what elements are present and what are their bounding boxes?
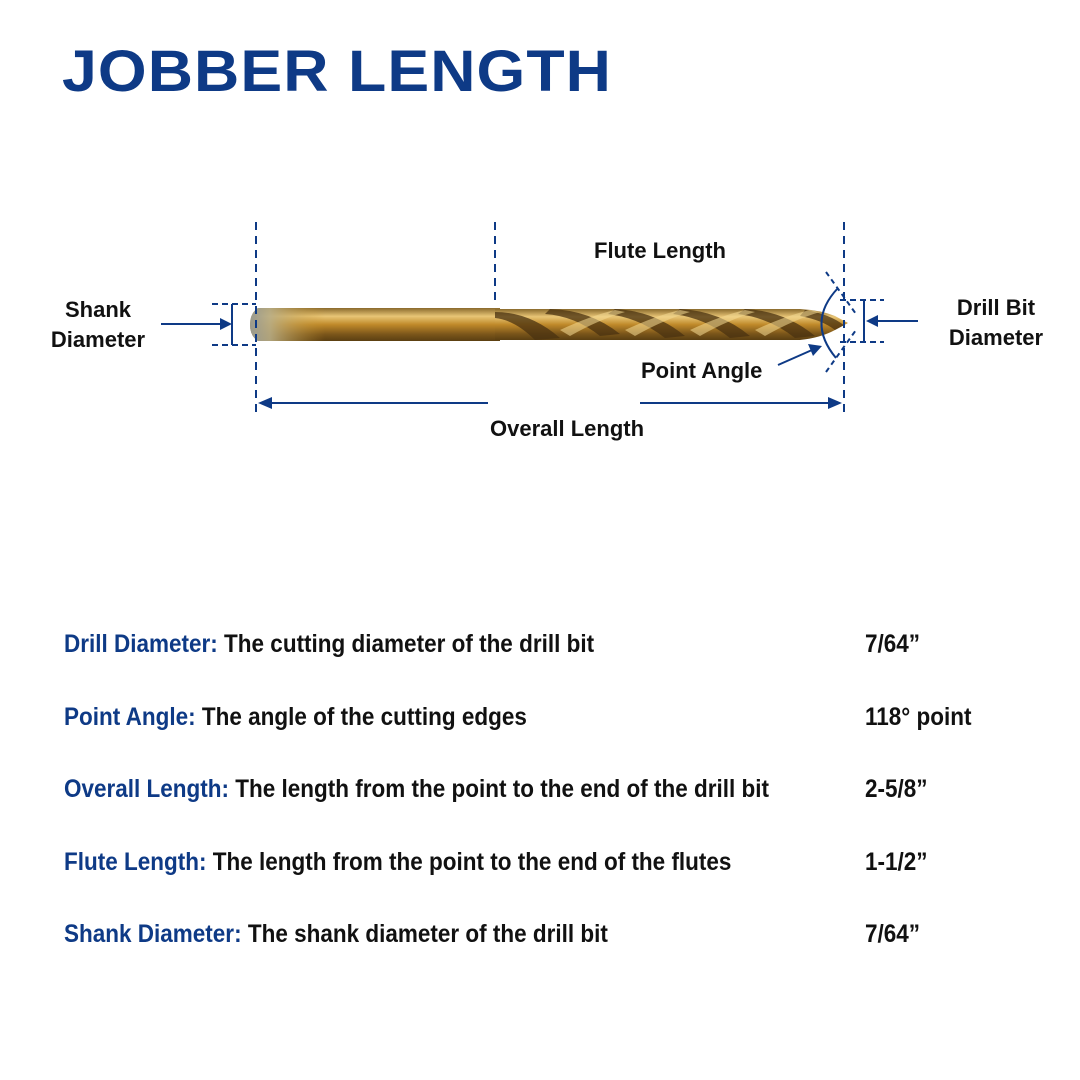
spec-row-shank-diameter xyxy=(64,920,928,993)
spec-value: 7/64” xyxy=(865,630,921,658)
spec-value: 7/64” xyxy=(865,920,921,948)
spec-row-flute-length xyxy=(64,848,928,921)
page-title: JOBBER LENGTH xyxy=(62,39,613,104)
spec-description: The length from the point to the end of the flutes xyxy=(212,847,732,876)
spec-term: Shank Diameter: xyxy=(64,920,242,948)
drill-bit-diameter-label-line2: Diameter xyxy=(948,325,1044,350)
shank-diameter-label xyxy=(44,295,152,355)
spec-row-point-angle xyxy=(64,702,972,776)
drill-flutes xyxy=(495,309,848,340)
spec-value: 2-5/8” xyxy=(865,775,928,803)
spec-term: Flute Length: xyxy=(64,847,207,876)
spec-value: 118° point xyxy=(865,702,972,731)
spec-value: 1-1/2” xyxy=(865,847,928,876)
spec-list xyxy=(64,630,1024,993)
spec-description: The shank diameter of the drill bit xyxy=(247,920,608,948)
overall-length-arrow xyxy=(258,397,842,409)
spec-term: Point Angle: xyxy=(64,702,196,731)
spec-term: Overall Length: xyxy=(64,775,230,803)
overall-length-label: Overall Length xyxy=(490,416,645,441)
spec-description: The angle of the cutting edges xyxy=(201,702,527,731)
shank-diameter-label-line2: Diameter xyxy=(50,327,146,352)
drill-shank xyxy=(250,308,500,341)
drill-bit-diameter-label-line1: Drill Bit xyxy=(956,295,1036,320)
shank-diameter-marker xyxy=(161,304,256,345)
flute-length-label: Flute Length xyxy=(594,238,726,263)
spec-row-overall-length xyxy=(64,775,928,848)
spec-row-drill-diameter xyxy=(64,630,928,703)
spec-term: Drill Diameter: xyxy=(64,630,218,658)
point-angle-label: Point Angle xyxy=(641,358,763,383)
drill-bit-diameter-marker xyxy=(840,300,918,342)
shank-diameter-label-line1: Shank xyxy=(64,297,132,322)
spec-description: The length from the point to the end of the drill bit xyxy=(235,775,769,803)
drill-bit-diameter-label xyxy=(942,293,1050,353)
spec-description: The cutting diameter of the drill bit xyxy=(224,630,595,658)
